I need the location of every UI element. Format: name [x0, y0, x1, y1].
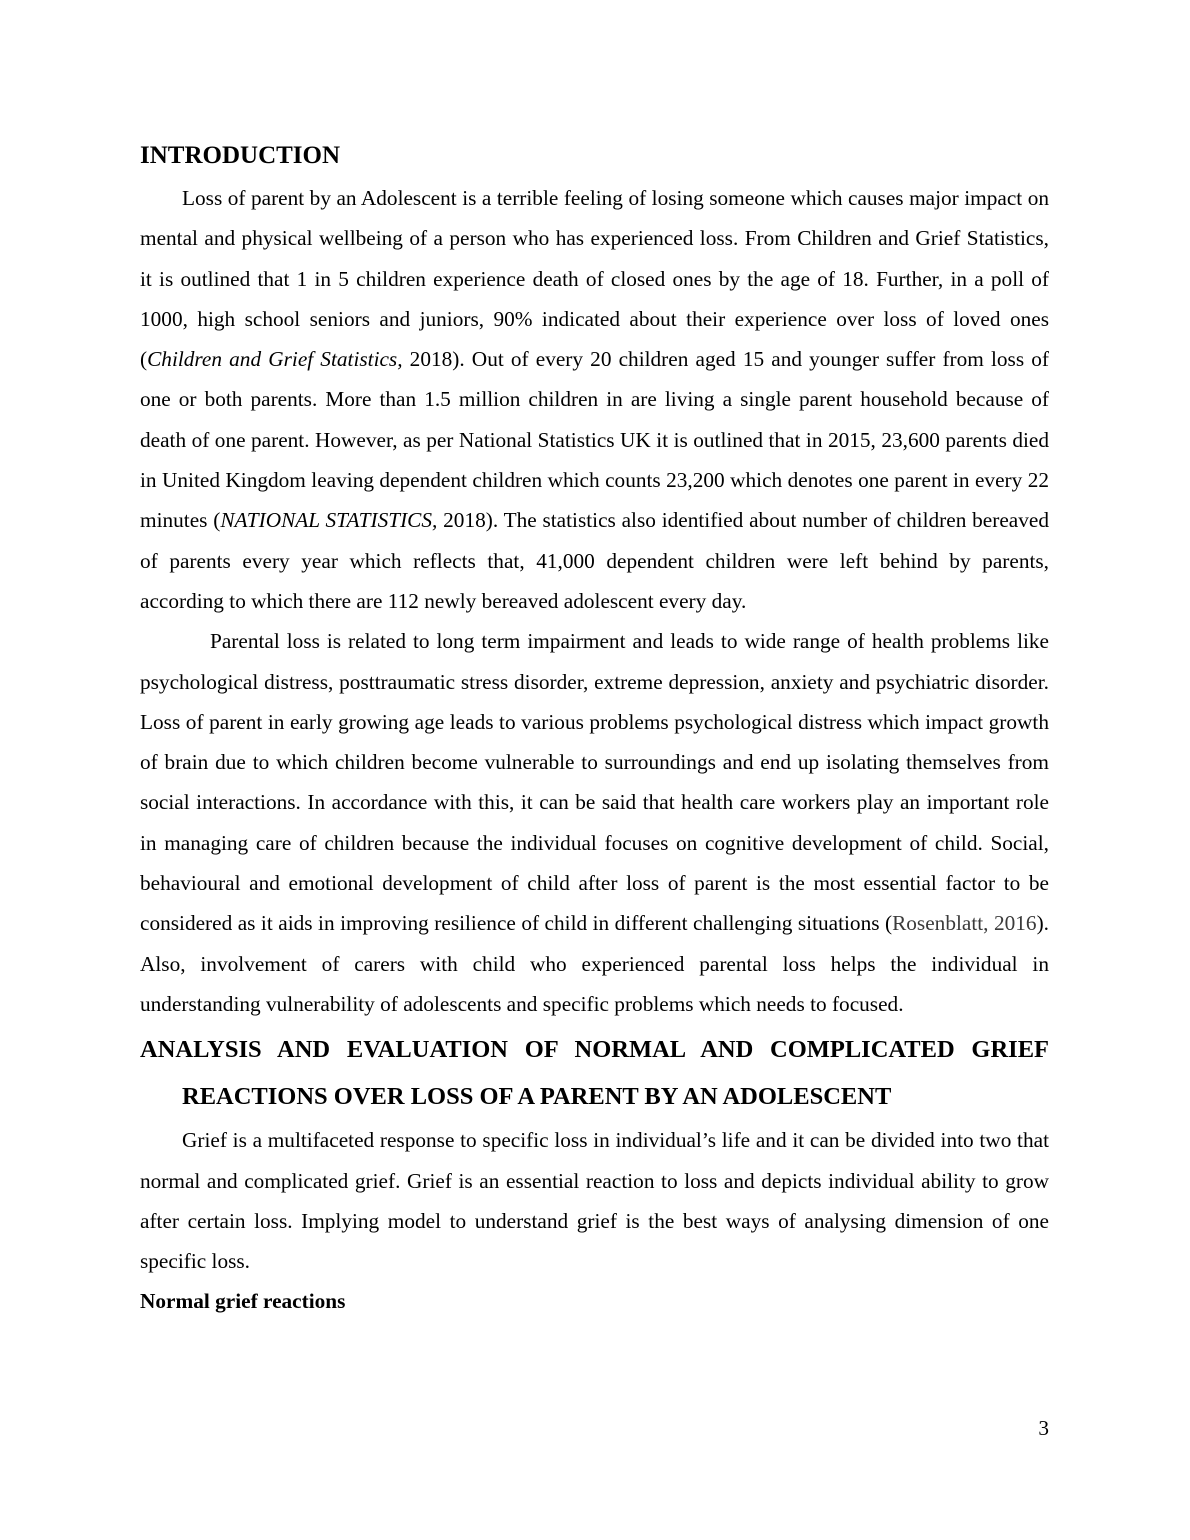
- citation-rosenblatt: Rosenblatt, 2016: [892, 911, 1037, 936]
- analysis-heading: ANALYSIS AND EVALUATION OF NORMAL AND COMPLICATED GRIEF REACTIONS OVER LOSS OF A PARENT BY AN ADOLESCENT: [140, 1036, 1049, 1111]
- introduction-paragraph-1: [140, 178, 1049, 621]
- introduction-paragraph-2: [140, 621, 1049, 1024]
- citation-national-statistics: NATIONAL STATISTICS,: [220, 508, 438, 533]
- text-run: Loss of parent by an Adolescent is a terrible feeling of losing someone which causes major impact on mental and physical wellbeing of a person who has experienced loss. From Children and Grief Statistics, it is outlined that 1 in 5 children experience death of closed ones by the age of 18. Further, in a poll of 1000, high school seniors and juniors, 90% indicated about their experience over loss of loved ones (: [140, 186, 1049, 372]
- document-page: [140, 138, 1049, 1321]
- analysis-paragraph-1: Grief is a multifaceted response to specific loss in individual’s life and it can be divided into two that normal and complicated grief. Grief is an essential reaction to loss and depicts individual ability to grow after certain loss. Implying model to understand grief is the best ways of analysing dimension of one specific loss.: [140, 1128, 1049, 1274]
- normal-grief-subheading: Normal grief reactions: [140, 1289, 346, 1314]
- text-run: ). Also, involvement of carers with child who experienced parental loss helps the individual in understanding vulnerability of adolescents and specific problems which needs to focused.: [140, 911, 1049, 1016]
- introduction-heading: INTRODUCTION: [140, 142, 341, 169]
- text-run: Parental loss is related to long term impairment and leads to wide range of health problems like psychological distress, posttraumatic stress disorder, extreme depression, anxiety and psychiatric disorder. Loss of parent in early growing age leads to various problems psychological distress which impact growth of brain due to which children become vulnerable to surroundings and end up isolating themselves from social interactions. In accordance with this, it can be said that health care workers play an important role in managing care of children because the individual focuses on cognitive development of child. Social, behavioural and emotional development of child after loss of parent is the most essential factor to be considered as it aids in improving resilience of child in different challenging situations (: [140, 629, 1049, 936]
- text-run: 2018). Out of every 20 children aged 15 and younger suffer from loss of one or both parents. More than 1.5 million children in are living a single parent household because of death of one parent. However, as per National Statistics UK it is outlined that in 2015, 23,600 parents died in United Kingdom leaving dependent children which counts 23,200 which denotes one parent in every 22 minutes (: [140, 347, 1049, 533]
- citation-children-grief-statistics: Children and Grief Statistics,: [147, 347, 403, 372]
- page-number: 3: [1038, 1416, 1049, 1440]
- text-run: 2018). The statistics also identified about number of children bereaved of parents every year which reflects that, 41,000 dependent children were left behind by parents, according to which there are 112 newly bereaved adolescent every day.: [140, 508, 1049, 613]
